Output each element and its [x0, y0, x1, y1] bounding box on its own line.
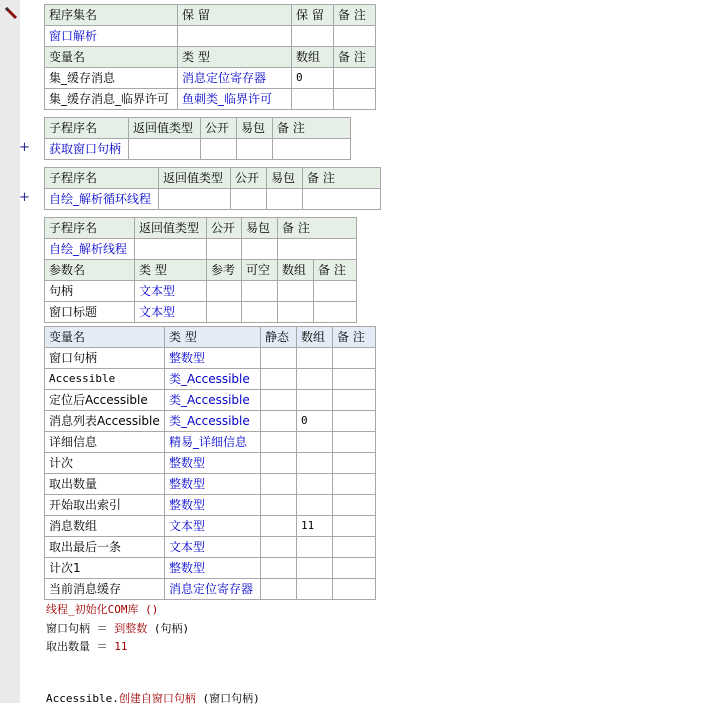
param-name[interactable]: 句柄	[45, 281, 135, 302]
local-var-type[interactable]: 精易_详细信息	[165, 432, 261, 453]
code-variable: 取出数量	[46, 640, 90, 653]
local-var-row[interactable]	[45, 474, 376, 495]
local-var-type[interactable]: 消息定位寄存器	[165, 579, 261, 600]
col-reserved: 保 留	[178, 5, 292, 26]
local-var-row[interactable]	[45, 369, 376, 390]
assembly-remark-cell[interactable]	[334, 26, 376, 47]
sub3-row[interactable]	[45, 239, 357, 260]
col-remark: 备 注	[303, 168, 381, 189]
col-public: 公开	[207, 218, 242, 239]
sub1-name[interactable]: 获取窗口句柄	[45, 139, 129, 160]
sub1-public-cell[interactable]	[201, 139, 237, 160]
code-operator: ＝	[90, 640, 115, 653]
code-line-2[interactable]	[46, 620, 189, 636]
assembly-reserved-cell[interactable]	[178, 26, 292, 47]
local-var-name[interactable]: Accessible	[45, 369, 165, 390]
sub2-name[interactable]: 自绘_解析循环线程	[45, 189, 159, 210]
sub3-header-row	[45, 218, 357, 239]
local-var-type[interactable]: 文本型	[165, 537, 261, 558]
sub3-return-cell[interactable]	[135, 239, 207, 260]
param-ref-cell[interactable]	[207, 302, 242, 323]
col-local-static: 静态	[261, 327, 297, 348]
local-var-static[interactable]	[261, 516, 297, 537]
assembly-reserved-cell-2[interactable]	[292, 26, 334, 47]
local-var-array[interactable]	[297, 348, 333, 369]
param-array-cell[interactable]	[278, 302, 314, 323]
col-public: 公开	[231, 168, 267, 189]
local-var-type[interactable]: 类_Accessible	[165, 411, 261, 432]
param-ref-cell[interactable]	[207, 281, 242, 302]
col-return-type: 返回值类型	[159, 168, 231, 189]
sub2-public-cell[interactable]	[231, 189, 267, 210]
var-array[interactable]: 0	[292, 68, 334, 89]
code-function[interactable]: 到整数	[114, 622, 148, 635]
col-local-name: 变量名	[45, 327, 165, 348]
param-nullable-cell[interactable]	[242, 281, 278, 302]
local-var-name[interactable]: 消息数组	[45, 516, 165, 537]
local-var-remark[interactable]	[333, 390, 376, 411]
sub1-epkg-cell[interactable]	[237, 139, 273, 160]
local-var-static[interactable]	[261, 390, 297, 411]
sub2-header-row	[45, 168, 381, 189]
sub2-remark-cell[interactable]	[303, 189, 381, 210]
code-variable: Accessible.	[46, 692, 119, 705]
sub2-epkg-cell[interactable]	[267, 189, 303, 210]
param-remark-cell[interactable]	[314, 281, 357, 302]
local-var-name[interactable]: 取出数量	[45, 474, 165, 495]
local-var-row[interactable]	[45, 453, 376, 474]
var-name[interactable]: 集_缓存消息	[45, 68, 178, 89]
col-local-type: 类 型	[165, 327, 261, 348]
local-var-name[interactable]: 详细信息	[45, 432, 165, 453]
code-argument: (句柄)	[147, 622, 190, 635]
assembly-table	[44, 4, 376, 110]
col-return-type: 返回值类型	[129, 118, 201, 139]
col-remark: 备 注	[278, 218, 357, 239]
local-var-type[interactable]: 整数型	[165, 348, 261, 369]
local-var-array[interactable]	[297, 537, 333, 558]
local-var-array[interactable]: 11	[297, 516, 333, 537]
local-var-static[interactable]	[261, 432, 297, 453]
local-var-row[interactable]	[45, 390, 376, 411]
col-param-array: 数组	[278, 260, 314, 281]
var-remark[interactable]	[334, 68, 376, 89]
param-type[interactable]: 文本型	[135, 281, 207, 302]
local-var-type[interactable]: 文本型	[165, 516, 261, 537]
local-var-name[interactable]: 窗口句柄	[45, 348, 165, 369]
code-argument: (窗口句柄)	[195, 692, 260, 705]
local-var-row[interactable]	[45, 579, 376, 600]
local-var-row[interactable]	[45, 348, 376, 369]
sub1-return-cell[interactable]	[129, 139, 201, 160]
local-var-type[interactable]: 类_Accessible	[165, 390, 261, 411]
col-local-array: 数组	[297, 327, 333, 348]
local-var-name[interactable]: 取出最后一条	[45, 537, 165, 558]
local-var-type[interactable]: 整数型	[165, 453, 261, 474]
param-name[interactable]: 窗口标题	[45, 302, 135, 323]
sub3-table	[44, 217, 357, 323]
param-row[interactable]	[45, 281, 357, 302]
col-epkg: 易包	[267, 168, 303, 189]
local-var-row[interactable]	[45, 495, 376, 516]
col-epkg: 易包	[242, 218, 278, 239]
local-var-name[interactable]: 开始取出索引	[45, 495, 165, 516]
local-var-static[interactable]	[261, 411, 297, 432]
code-line-1[interactable]	[46, 601, 158, 617]
local-var-remark[interactable]	[333, 411, 376, 432]
code-line-3[interactable]	[46, 638, 128, 654]
local-var-remark[interactable]	[333, 453, 376, 474]
col-epkg: 易包	[237, 118, 273, 139]
sub3-remark-cell[interactable]	[278, 239, 357, 260]
local-var-row[interactable]	[45, 558, 376, 579]
local-var-static[interactable]	[261, 558, 297, 579]
sub2-table	[44, 167, 381, 210]
sub3-public-cell[interactable]	[207, 239, 242, 260]
sub3-name[interactable]: 自绘_解析线程	[45, 239, 135, 260]
col-var-remark: 备 注	[334, 47, 376, 68]
local-var-name[interactable]: 当前消息缓存	[45, 579, 165, 600]
var-name[interactable]: 集_缓存消息_临界许可	[45, 89, 178, 110]
param-header-row	[45, 260, 357, 281]
col-sub-name: 子程序名	[45, 168, 159, 189]
local-var-remark[interactable]	[333, 495, 376, 516]
local-var-remark[interactable]	[333, 474, 376, 495]
col-var-name: 变量名	[45, 47, 178, 68]
sub1-row[interactable]	[45, 139, 351, 160]
local-var-array[interactable]: 0	[297, 411, 333, 432]
sub3-epkg-cell[interactable]	[242, 239, 278, 260]
local-var-name[interactable]: 消息列表Accessible	[45, 411, 165, 432]
local-var-name[interactable]: 计次	[45, 453, 165, 474]
expand-sub1-button[interactable]: +	[19, 140, 30, 155]
col-local-remark: 备 注	[333, 327, 376, 348]
code-variable: 窗口句柄	[46, 622, 90, 635]
col-remark: 备 注	[273, 118, 351, 139]
pencil-icon	[3, 5, 19, 21]
local-var-array[interactable]	[297, 369, 333, 390]
assembly-var-row[interactable]	[45, 89, 376, 110]
col-public: 公开	[201, 118, 237, 139]
local-var-row[interactable]	[45, 537, 376, 558]
local-var-remark[interactable]	[333, 579, 376, 600]
local-var-row[interactable]	[45, 516, 376, 537]
local-var-type[interactable]: 类_Accessible	[165, 369, 261, 390]
local-var-array[interactable]	[297, 432, 333, 453]
local-var-row[interactable]	[45, 411, 376, 432]
local-var-array[interactable]	[297, 558, 333, 579]
sub1-header-row	[45, 118, 351, 139]
local-var-type[interactable]: 整数型	[165, 495, 261, 516]
col-param-remark: 备 注	[314, 260, 357, 281]
call-init-com[interactable]: 线程_初始化COM库 ()	[46, 603, 159, 616]
col-var-array: 数组	[292, 47, 334, 68]
param-type[interactable]: 文本型	[135, 302, 207, 323]
assembly-name[interactable]: 窗口解析	[45, 26, 178, 47]
sub1-table	[44, 117, 351, 160]
expand-sub2-button[interactable]: +	[19, 190, 30, 205]
local-var-array[interactable]	[297, 390, 333, 411]
code-operator: ＝	[90, 622, 115, 635]
assembly-var-row[interactable]	[45, 68, 376, 89]
var-remark[interactable]	[334, 89, 376, 110]
sub2-return-cell[interactable]	[159, 189, 231, 210]
local-var-type[interactable]: 整数型	[165, 558, 261, 579]
param-array-cell[interactable]	[278, 281, 314, 302]
sub2-row[interactable]	[45, 189, 381, 210]
editor-gutter	[0, 0, 20, 703]
local-var-array[interactable]	[297, 495, 333, 516]
code-line-4[interactable]	[46, 690, 260, 706]
col-sub-name: 子程序名	[45, 118, 129, 139]
local-vars-body	[45, 348, 376, 600]
col-param-ref: 参考	[207, 260, 242, 281]
local-var-static[interactable]	[261, 474, 297, 495]
assembly-var-header-row	[45, 47, 376, 68]
sub1-remark-cell[interactable]	[273, 139, 351, 160]
col-remark: 备 注	[334, 5, 376, 26]
code-value: 11	[114, 640, 128, 653]
param-row[interactable]	[45, 302, 357, 323]
col-var-type: 类 型	[178, 47, 292, 68]
col-param-name: 参数名	[45, 260, 135, 281]
local-var-array[interactable]	[297, 474, 333, 495]
local-var-array[interactable]	[297, 579, 333, 600]
col-assembly-name: 程序集名	[45, 5, 178, 26]
code-function[interactable]: 创建自窗口句柄	[118, 692, 196, 705]
local-var-remark[interactable]	[333, 516, 376, 537]
local-var-remark[interactable]	[333, 537, 376, 558]
local-var-static[interactable]	[261, 369, 297, 390]
col-return-type: 返回值类型	[135, 218, 207, 239]
local-var-static[interactable]	[261, 348, 297, 369]
local-var-static[interactable]	[261, 579, 297, 600]
local-var-remark[interactable]	[333, 558, 376, 579]
local-var-static[interactable]	[261, 453, 297, 474]
local-var-remark[interactable]	[333, 369, 376, 390]
local-var-static[interactable]	[261, 537, 297, 558]
col-param-type: 类 型	[135, 260, 207, 281]
col-reserved-2: 保 留	[292, 5, 334, 26]
local-var-static[interactable]	[261, 495, 297, 516]
local-vars-header-row	[45, 327, 376, 348]
local-var-remark[interactable]	[333, 348, 376, 369]
col-param-nullable: 可空	[242, 260, 278, 281]
local-var-type[interactable]: 整数型	[165, 474, 261, 495]
local-var-name[interactable]: 定位后Accessible	[45, 390, 165, 411]
local-var-array[interactable]	[297, 453, 333, 474]
local-vars-table	[44, 326, 376, 600]
param-nullable-cell[interactable]	[242, 302, 278, 323]
param-remark-cell[interactable]	[314, 302, 357, 323]
local-var-row[interactable]	[45, 432, 376, 453]
var-type[interactable]: 消息定位寄存器	[178, 68, 292, 89]
local-var-remark[interactable]	[333, 432, 376, 453]
var-array[interactable]	[292, 89, 334, 110]
local-var-name[interactable]: 计次1	[45, 558, 165, 579]
var-type[interactable]: 鱼刺类_临界许可	[178, 89, 292, 110]
assembly-header-row	[45, 5, 376, 26]
assembly-row[interactable]	[45, 26, 376, 47]
col-sub-name: 子程序名	[45, 218, 135, 239]
